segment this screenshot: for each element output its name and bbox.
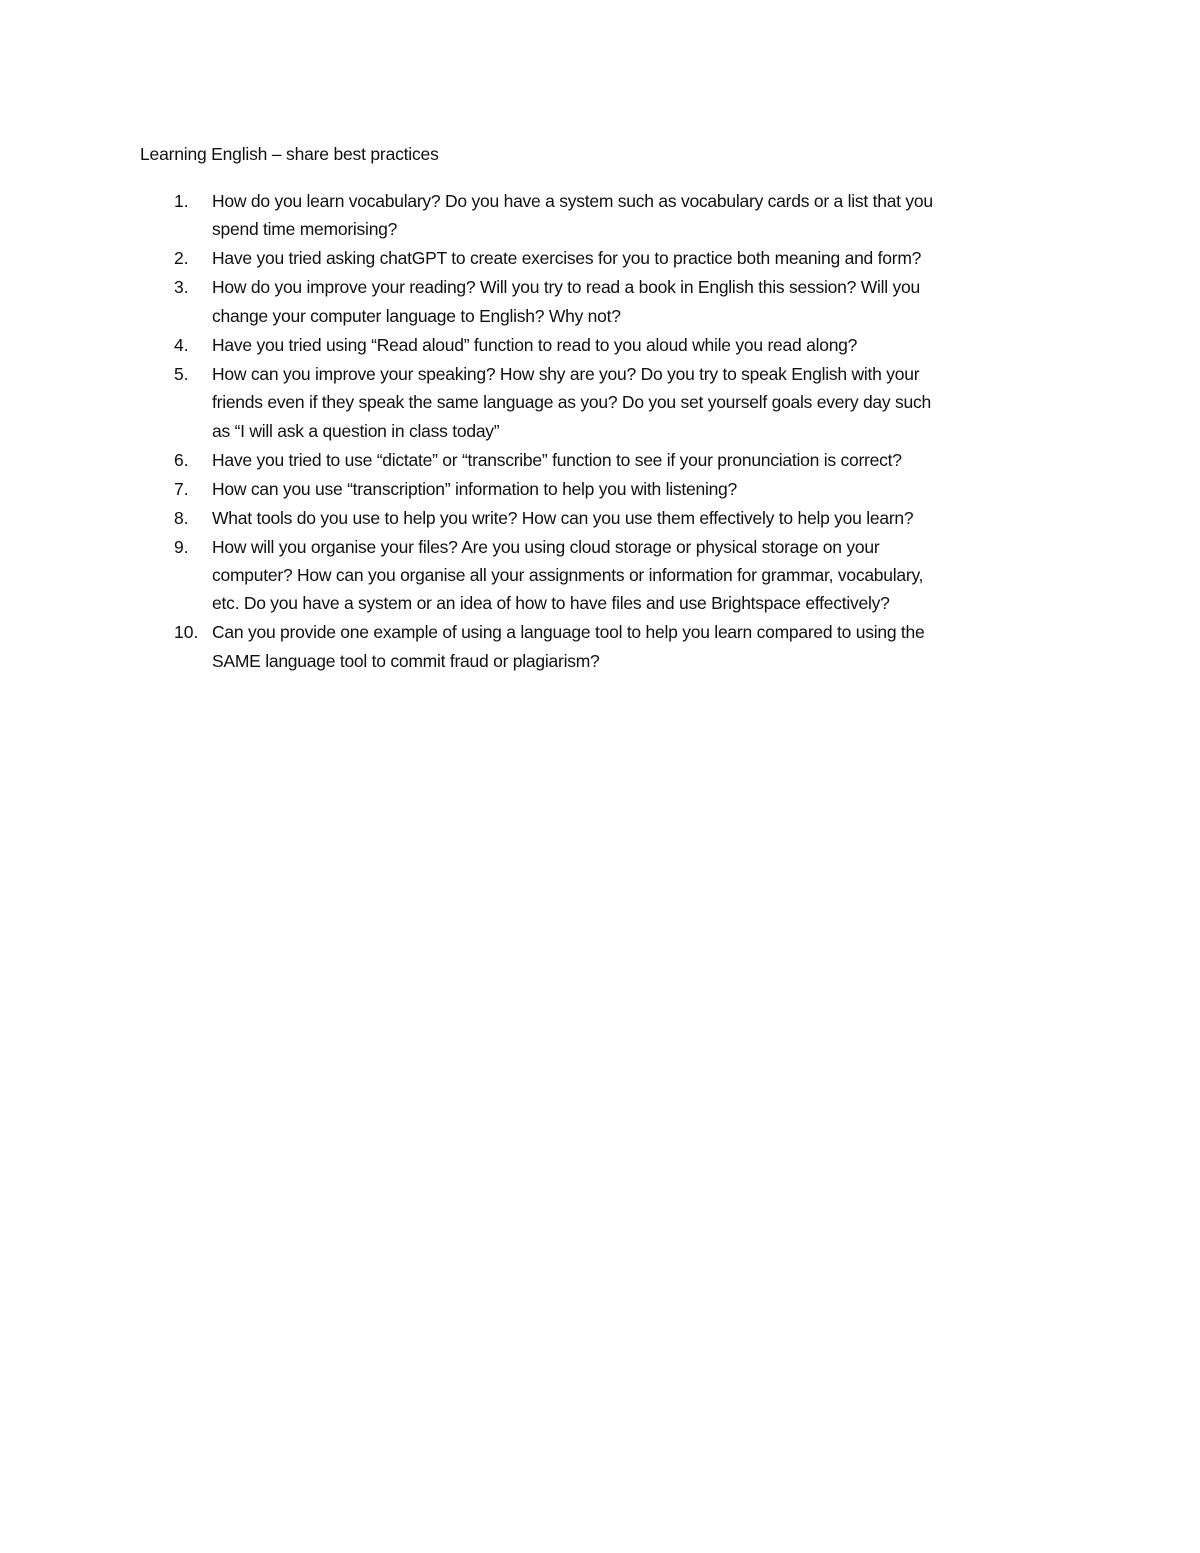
list-item-text: How will you organise your files? Are you using cloud storage or physical storage on your	[212, 536, 880, 557]
list-item	[0, 273, 1200, 330]
list-item-text: Have you tried using “Read aloud” function to read to you aloud while you read along?	[212, 334, 858, 355]
list-item-number: 3.	[174, 277, 189, 298]
list-item	[0, 244, 1200, 272]
list-item	[0, 187, 1200, 244]
list-item	[0, 504, 1200, 532]
list-item-text: change your computer language to English? Why not?	[212, 305, 621, 326]
list-item	[0, 475, 1200, 503]
list-item-number: 9.	[174, 536, 189, 557]
list-item-text: How do you improve your reading? Will you try to read a book in English this session? Will you	[212, 277, 920, 298]
list-item-text: What tools do you use to help you write? How can you use them effectively to help you learn?	[212, 507, 914, 528]
list-item	[0, 446, 1200, 474]
list-item-text: Have you tried to use “dictate” or “transcribe” function to see if your pronunciation is correct?	[212, 449, 902, 470]
list-item-text: as “I will ask a question in class today”	[212, 420, 500, 441]
list-item-text: How do you learn vocabulary? Do you have a system such as vocabulary cards or a list that you	[212, 191, 933, 211]
list-item-text: etc. Do you have a system or an idea of how to have files and use Brightspace effectively?	[212, 593, 890, 614]
question-list	[0, 187, 1200, 676]
list-item-number: 8.	[174, 507, 189, 528]
list-item-number: 7.	[174, 478, 189, 499]
list-item-text: spend time memorising?	[212, 219, 398, 240]
list-item-text: SAME language tool to commit fraud or plagiarism?	[212, 650, 600, 671]
list-item-number: 4.	[174, 334, 189, 355]
list-item-text: How can you use “transcription” information to help you with listening?	[212, 478, 738, 499]
list-item	[0, 331, 1200, 359]
list-item-text: Can you provide one example of using a language tool to help you learn compared to using the	[212, 622, 925, 643]
list-item-number: 10.	[174, 622, 199, 643]
list-item	[0, 618, 1200, 675]
list-item-text: computer? How can you organise all your assignments or information for grammar, vocabulary,	[212, 565, 924, 586]
list-item-text: Have you tried asking chatGPT to create exercises for you to practice both meaning and form?	[212, 248, 922, 269]
list-item-number: 6.	[174, 449, 189, 470]
list-item-number: 2.	[174, 248, 189, 269]
list-item-text: friends even if they speak the same language as you? Do you set yourself goals every day such	[212, 392, 931, 413]
document-title: Learning English – share best practices	[140, 144, 439, 164]
list-item	[0, 533, 1200, 618]
list-item-number: 5.	[174, 363, 189, 384]
list-item-text: How can you improve your speaking? How shy are you? Do you try to speak English with your	[212, 363, 920, 384]
list-item-number: 1.	[174, 191, 189, 211]
list-item	[0, 360, 1200, 445]
